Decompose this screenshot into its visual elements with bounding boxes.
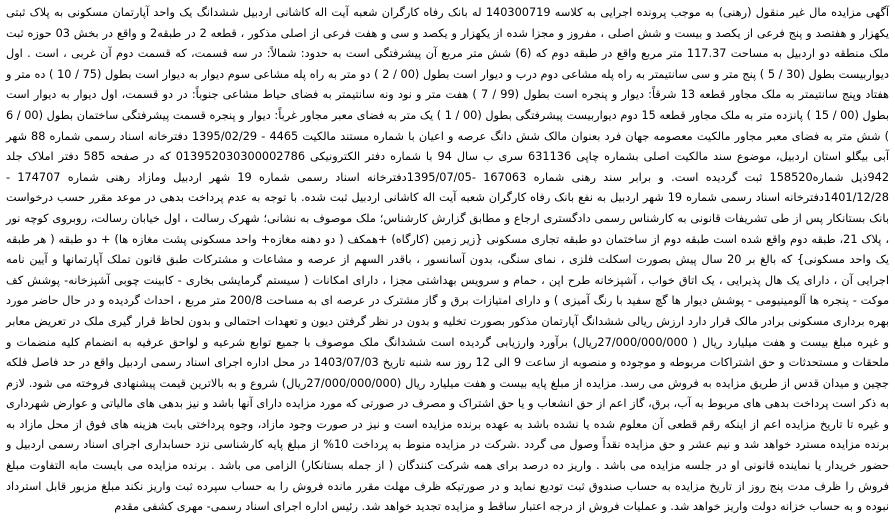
auction-notice-text: آگهی مزایده مال غیر منقول (رهنی) به موجب پرونده اجرایی به کلاسه 140300719 له بانک رفاه کارگران شعبه آیت اله کاشانی اردبیل ششدانگ یک واحد آپارتمان مسکونی به پلاک ثبتی یکهزار و هفتصد و پنج فرعی از یکصد و بیست و شش اصلی ، مفروز و مجزا شده از یکهزار و یکصد و سی و هفت فرعی از اصلی مذکور ، قطعه 2 در طبقه2 و واقع در بخش 03 حوزه ثبت ملک منطقه دو اردبیل به مساحت 117.37 متر مربع واقع در طبقه دوم که (6) شش متر مربع آن پیشرفتگی است به حدود: شمالاً: در سه قسمت، که قسمت دوم آن غربی ، است . اول دیواربیست بطول (30 / 5 ) پنج متر و سی سانتیمتر به راه پله مشاعی دوم درب و دیوار است بطول (00 / 2 ) دو متر به راه پله مشاعی سوم دیوار به دیوار است بطول (75 / 10 ) ده متر و هفتاد وپنج سانتیمتر به ملک مجاور قطعه 13 شرقاً: دیوار و پنجره است بطول (99 / 7 ) هفت متر و نود ونه سانتیمتر به فضای حیاط مشاعی جنوباً: در دو قسمت، اول دیوار به دیوار است بطول (00 / 15 ) پانزده متر به ملک مجاور قطعه 15 دوم دیواربیست پیشرفتگی بطول (00 / 1 ) یک متر به فضای معبر مجاور غرباً: دیوار و پنجره قسمت پیشرفتگی ساختمان بطول (00 / 6 ) شش متر به فضای معبر مجاور مالکیت معصومه جهان فرد بعنوان مالک شش دانگ عرصه و اعیان با شماره مستند مالکیت 4465 - 1395/02/29 دفترخانه اسناد رسمی شماره 88 شهر آبی بیگلو استان اردبیل، موضوع سند مالکیت اصلی بشماره چاپی 631136 سری ب سال 94 با شماره دفتر الکترونیکی 013952030300002786 که در صفحه 585 دفتر املاک جلد 942ذیل شماره158520 ثبت گردیده است. و برابر سند رهنی شماره 167063 -1395/07/05دفترخانه اسناد رسمی شماره 19 شهر اردبیل ومازاد رهنی شماره 174707 - 1401/12/28دفترخانه اسناد رسمی شماره 19 شهر اردبیل به نفع بانک رفاه کارگران شعبه آیت اله کاشانی اردبیل ثبت شده. با توجه به عدم پرداخت بدهی در موعد مقرر حسب درخواست بانک بستانکار پس از طی تشریفات قانونی به کارشناس رسمی دادگستری ارجاع و مطابق گزارش کارشناس؛ ملک موصوف به نشانی؛ شهرک رسالت ، اول خیابان رسالت، روبروی کوچه نور ، پلاک 21، طبقه دوم واقع شده است طبقه دوم از ساختمان دو طبقه تجاری مسکونی {زیر زمین (کارگاه) +همکف ( دو دهنه مغازه+ واحد مسکونی پشت مغازه ها) + دو طبقه ( هر طبقه یک واحد مسکونی} که بالغ بر 20 سال پیش بصورت اسکلت فلزی ، نمای سنگی، بدون آسانسور ، باقدر السهم از عرصه و مشاعات و مشترکات طبق قانون تملک آپارتمانها و آیین نامه اجرایی آن ، دارای یک هال پذیرایی ، یک اتاق خواب ، آشپزخانه طرح اپن ، حمام و سرویس بهداشتی مجزا ، دارای امکانات ( سیستم گرمایشی بخاری - کابینت چوبی آشپزخانه- پوشش کف موکت - پنجره ها آلومینیومی - پوشش دیوار ها گچ سفید با رنگ آمیزی ) و دارای امتیازات برق و گاز مشترک در عرصه ای به مساحت 200/8 متر مربع ، احداث گردیده و در حال حاضر مورد بهره برداری مسکونی برادر مالک قرار دارد ارزش ریالی ششدانگ آپارتمان مذکور بصورت تخلیه و بدون در نظر گرفتن دیون و تعهدات احتمالی و بدون لحاظ قرار گیری ملک در تعریض معابر و غیره مبلغ بیست و هفت میلیارد ریال ( 27/000/000/000ریال) برآورد وارزیابی گردیده است ششدانگ ملک موصوف با جمیع توابع شرعیه و لواحق عرفیه به انضمام کلیه منضمات و ملحقات و مستحدثات و حق اشتراکات مربوطه و موجوده و منصوبه از ساعت 9 الی 12 روز سه شنبه تاریخ 1403/07/03 در محل اداره اجرای اسناد رسمی اردبیل واقع در حد فاصل فلکه جچین و میدان قدس از طریق مزایده به فروش می رسد. مزایده از مبلغ پایه بیست و هفت میلیارد ریال (27/000/000/000ریال) شروع و به بالاترین قیمت پیشنهادی فروخته می شود. لازم به ذکر است پرداخت بدهی های مربوط به آب، برق، گاز اعم از حق انشعاب و یا حق اشتراک و مصرف در صورتی که مورد مزایده دارای آنها باشد و نیز بدهی های مالیاتی و عوارض شهرداری و غیره تا تاریخ مزایده اعم از اینکه رقم قطعی آن معلوم شده یا نشده باشد به عهده برنده مزایده است و نیز در صورت وجود مازاد، وجوه پرداختی بابت هزینه های فوق از محل مازاد به برنده مزایده مسترد خواهد شد و نیم عشر و حق مزایده نقداً وصول می گردد .شرکت در مزایده منوط به پرداخت 10% از مبلغ پایه کارشناسی نزد حسابداری اجرای اسناد رسمی اردبیل و حضور خریدار یا نماینده قانونی او در جلسه مزایده می باشد . واریز ده درصد برای همه شرکت کنندگان ( از جمله بستانکار) الزامی می باشد . برنده مزایده می بایست مابه التفاوت مبلغ فروش را ظرف مدت پنج روز از تاریخ مزایده به حساب صندوق ثبت تودیع نماید و در صورتیکه ظرف مهلت مقرر مانده فروش را به حساب سپرده ثبت واریز نکند مبلغ مزبور قابل استرداد نبوده و به حساب خزانه دولت واریز خواهد شد. و عملیات فروش از درجه اعتبار ساقط و مزایده تجدید خواهد شد. رئیس اداره اجرای اسناد رسمی- مهری کشفی مقدم: [6, 6, 890, 514]
